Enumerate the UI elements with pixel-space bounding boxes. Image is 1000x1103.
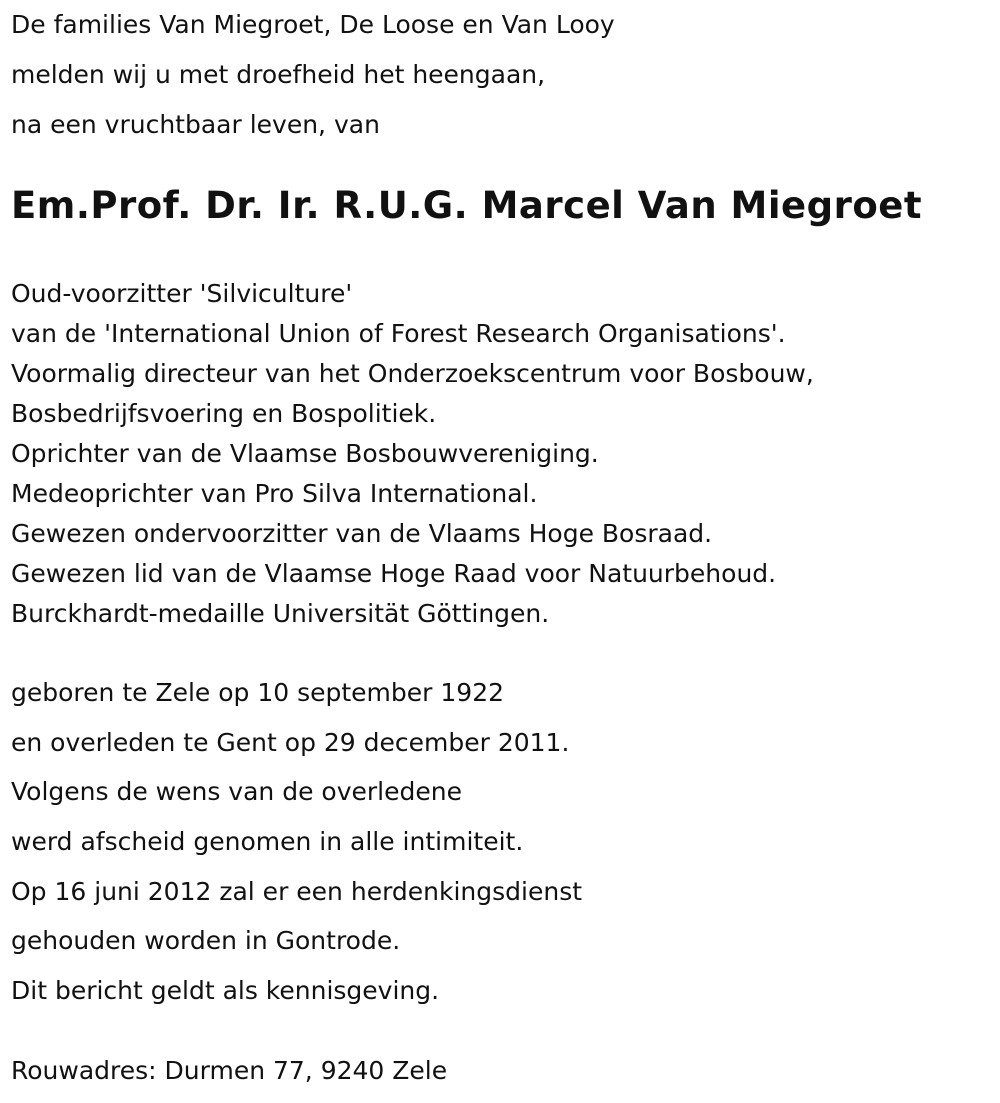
deceased-name: Em.Prof. Dr. Ir. R.U.G. Marcel Van Miegroet xyxy=(11,184,923,227)
memorial-location-line: gehouden worden in Gontrode. xyxy=(11,926,401,956)
intro-line-life: na een vruchtbaar leven, van xyxy=(11,110,380,139)
mourning-address: Rouwadres: Durmen 77, 9240 Zele xyxy=(11,1056,448,1085)
title-line: Gewezen lid van de Vlaamse Hoge Raad voor Natuurbehoud. xyxy=(11,559,777,588)
title-line: Oud-voorzitter 'Silviculture' xyxy=(11,279,353,308)
details-block xyxy=(11,678,582,1026)
wish-line: Volgens de wens van de overledene xyxy=(11,777,462,807)
notice-line: Dit bericht geldt als kennisgeving. xyxy=(11,976,440,1006)
title-line: Voormalig directeur van het Onderzoekscentrum voor Bosbouw, xyxy=(11,359,814,388)
memorial-line: Op 16 juni 2012 zal er een herdenkingsdienst xyxy=(11,876,583,906)
title-line: Medeoprichter van Pro Silva International. xyxy=(11,479,538,508)
titles-block xyxy=(11,279,814,639)
death-line: en overleden te Gent op 29 december 2011. xyxy=(11,727,570,757)
title-line: Bosbedrijfsvoering en Bospolitiek. xyxy=(11,399,437,428)
title-line: van de 'International Union of Forest Research Organisations'. xyxy=(11,319,786,348)
intro-line-families: De families Van Miegroet, De Loose en Van Looy xyxy=(11,10,615,39)
intro-block xyxy=(11,0,991,150)
title-line: Gewezen ondervoorzitter van de Vlaams Hoge Bosraad. xyxy=(11,519,713,548)
title-line: Oprichter van de Vlaamse Bosbouwvereniging. xyxy=(11,439,599,468)
title-line: Burckhardt-medaille Universität Göttingen. xyxy=(11,599,550,628)
farewell-line: werd afscheid genomen in alle intimiteit. xyxy=(11,827,524,857)
birth-line: geboren te Zele op 10 september 1922 xyxy=(11,678,505,707)
obituary-notice xyxy=(11,0,991,1085)
intro-line-announcement: melden wij u met droefheid het heengaan, xyxy=(11,60,546,89)
